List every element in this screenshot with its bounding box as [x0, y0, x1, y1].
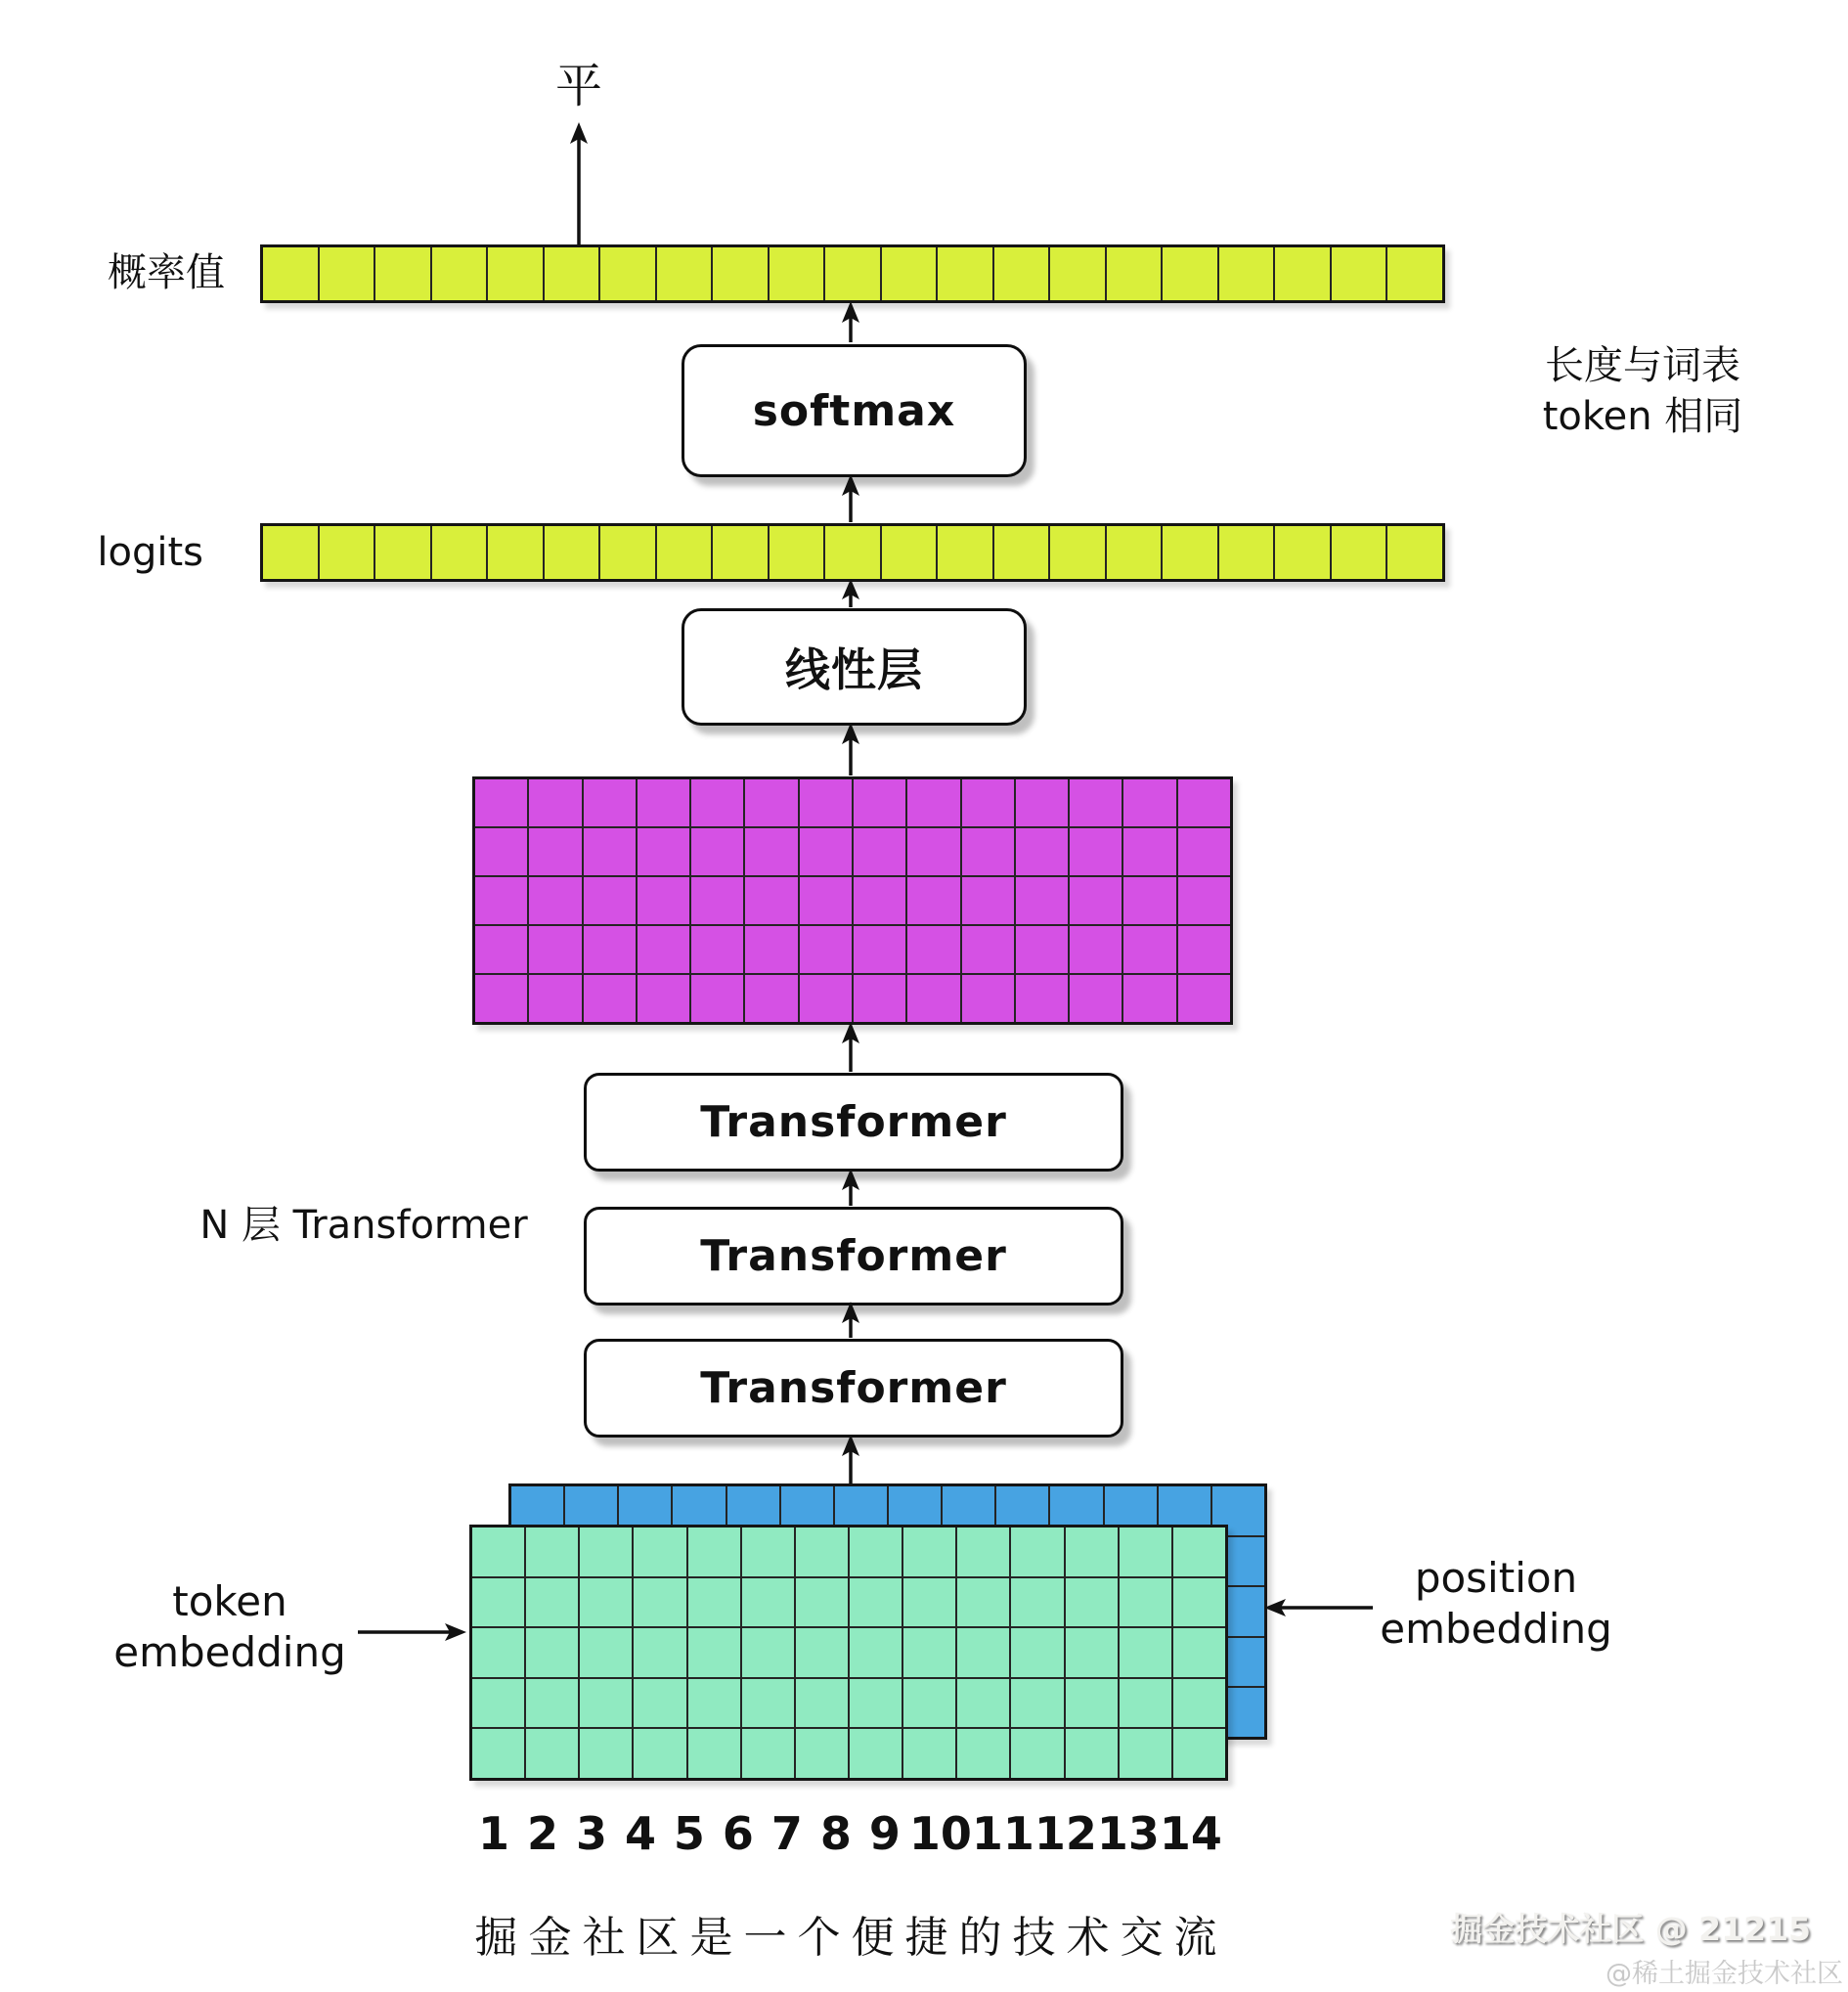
- grid-cell: [745, 877, 797, 924]
- grid-cell: [580, 1679, 632, 1728]
- arrow-t1-to-t2-icon: [837, 1301, 864, 1338]
- grid-cell: [580, 1527, 632, 1576]
- strip-cell: [263, 526, 318, 579]
- token-item: 6: [722, 1807, 754, 1860]
- token-item: 技: [1012, 1913, 1056, 1963]
- grid-cell: [903, 1527, 955, 1576]
- grid-cell: [1120, 1679, 1171, 1728]
- note-vocab-length: [1496, 340, 1789, 442]
- grid-cell: [1173, 1578, 1225, 1627]
- grid-cell: [691, 975, 743, 1022]
- grid-cell: [907, 975, 959, 1022]
- strip-cell: [1050, 526, 1105, 579]
- position-embedding-label-line1: position: [1414, 1554, 1578, 1602]
- grid-cell: [1123, 828, 1175, 875]
- strip-cell: [882, 526, 937, 579]
- grid-cell: [850, 1527, 902, 1576]
- strip-cell: [713, 526, 768, 579]
- grid-cell: [957, 1628, 1009, 1677]
- grid-cell: [962, 828, 1014, 875]
- grid-cell: [957, 1729, 1009, 1778]
- token-item: 10: [908, 1807, 972, 1860]
- grid-cell: [854, 926, 905, 973]
- arrow-token-embedding-icon: [358, 1619, 467, 1645]
- grid-cell: [584, 975, 636, 1022]
- strip-cell: [545, 526, 599, 579]
- strip-cell: [1275, 247, 1330, 300]
- grid-cell: [1016, 975, 1068, 1022]
- grid-cell: [1173, 1527, 1225, 1576]
- transformer-box-2: Transformer: [584, 1207, 1123, 1306]
- strip-cell: [1275, 526, 1330, 579]
- token-item: 8: [819, 1807, 852, 1860]
- grid-cell: [745, 975, 797, 1022]
- grid-cell: [962, 926, 1014, 973]
- strip-cell: [320, 247, 374, 300]
- grid-cell: [634, 1628, 685, 1677]
- token-item: 区: [636, 1913, 680, 1963]
- strip-cell: [320, 526, 374, 579]
- grid-cell: [688, 1628, 740, 1677]
- grid-cell: [1011, 1679, 1063, 1728]
- grid-cell: [742, 1527, 794, 1576]
- token-item: 个: [797, 1913, 841, 1963]
- token-embedding-label: [93, 1576, 367, 1678]
- input-position-numbers: [469, 1807, 1222, 1860]
- grid-cell: [850, 1679, 902, 1728]
- grid-cell: [688, 1578, 740, 1627]
- grid-cell: [1178, 877, 1230, 924]
- n-layers-label: N 层 Transformer: [199, 1203, 528, 1248]
- grid-cell: [903, 1628, 955, 1677]
- grid-cell: [1066, 1527, 1118, 1576]
- grid-cell: [472, 1578, 524, 1627]
- grid-cell: [850, 1729, 902, 1778]
- strip-cell: [825, 526, 880, 579]
- grid-cell: [800, 926, 852, 973]
- grid-cell: [1173, 1628, 1225, 1677]
- strip-cell: [713, 247, 768, 300]
- grid-cell: [1178, 779, 1230, 826]
- grid-cell: [529, 926, 581, 973]
- grid-cell: [962, 779, 1014, 826]
- arrow-hidden-to-linear-icon: [837, 722, 864, 775]
- grid-cell: [1070, 828, 1122, 875]
- grid-cell: [800, 779, 852, 826]
- grid-cell: [1070, 877, 1122, 924]
- grid-cell: [529, 828, 581, 875]
- grid-cell: [475, 975, 527, 1022]
- grid-cell: [526, 1628, 578, 1677]
- grid-cell: [1123, 779, 1175, 826]
- grid-cell: [1123, 926, 1175, 973]
- grid-cell: [1178, 975, 1230, 1022]
- token-item: 1: [477, 1807, 509, 1860]
- grid-cell: [688, 1527, 740, 1576]
- token-item: 7: [770, 1807, 803, 1860]
- grid-cell: [526, 1679, 578, 1728]
- token-item: 是: [689, 1913, 733, 1963]
- grid-cell: [638, 926, 689, 973]
- grid-cell: [634, 1527, 685, 1576]
- token-item: 流: [1173, 1913, 1217, 1963]
- prob-strip-label: 概率值: [108, 250, 225, 295]
- strip-cell: [1163, 247, 1217, 300]
- strip-cell: [1107, 526, 1162, 579]
- strip-cell: [1219, 247, 1274, 300]
- token-item: 术: [1066, 1913, 1110, 1963]
- strip-cell: [1163, 526, 1217, 579]
- grid-cell: [800, 877, 852, 924]
- grid-cell: [638, 779, 689, 826]
- token-item: 捷: [904, 1913, 948, 1963]
- strip-cell: [1387, 526, 1442, 579]
- grid-cell: [580, 1729, 632, 1778]
- hidden-states-grid: [472, 776, 1233, 1025]
- token-item: 金: [528, 1913, 572, 1963]
- grid-cell: [526, 1729, 578, 1778]
- strip-cell: [770, 247, 824, 300]
- grid-cell: [1123, 975, 1175, 1022]
- strip-cell: [600, 247, 655, 300]
- grid-cell: [1070, 926, 1122, 973]
- grid-cell: [1011, 1578, 1063, 1627]
- strip-cell: [432, 526, 487, 579]
- strip-cell: [994, 526, 1049, 579]
- grid-cell: [688, 1729, 740, 1778]
- grid-cell: [475, 828, 527, 875]
- arrow-logits-to-softmax-icon: [837, 473, 864, 522]
- watermark-primary: 掘金技术社区 @ 21215: [1450, 1910, 1811, 1948]
- strip-cell: [263, 247, 318, 300]
- grid-cell: [691, 779, 743, 826]
- arrow-probs-to-output-icon: [565, 121, 593, 244]
- strip-cell: [600, 526, 655, 579]
- token-item: 交: [1120, 1913, 1164, 1963]
- grid-cell: [1011, 1527, 1063, 1576]
- linear-layer-box: 线性层: [682, 608, 1027, 726]
- grid-cell: [742, 1729, 794, 1778]
- grid-cell: [1066, 1679, 1118, 1728]
- grid-cell: [745, 926, 797, 973]
- grid-cell: [529, 975, 581, 1022]
- probability-strip: [260, 244, 1445, 303]
- grid-cell: [854, 828, 905, 875]
- strip-cell: [1050, 247, 1105, 300]
- grid-cell: [472, 1628, 524, 1677]
- watermark-secondary: @稀土掘金技术社区: [1606, 1959, 1843, 1989]
- strip-cell: [1387, 247, 1442, 300]
- grid-cell: [850, 1628, 902, 1677]
- strip-cell: [432, 247, 487, 300]
- arrow-linear-to-logits-icon: [837, 578, 864, 607]
- grid-cell: [691, 877, 743, 924]
- grid-cell: [796, 1679, 848, 1728]
- token-item: 9: [868, 1807, 901, 1860]
- grid-cell: [907, 779, 959, 826]
- grid-cell: [634, 1679, 685, 1728]
- token-item: 2: [526, 1807, 558, 1860]
- grid-cell: [472, 1527, 524, 1576]
- grid-cell: [1070, 779, 1122, 826]
- grid-cell: [1011, 1729, 1063, 1778]
- grid-cell: [796, 1628, 848, 1677]
- grid-cell: [962, 975, 1014, 1022]
- transformer-box-3: Transformer: [584, 1073, 1123, 1172]
- grid-cell: [1066, 1729, 1118, 1778]
- token-item: 11: [971, 1807, 1034, 1860]
- grid-cell: [1016, 926, 1068, 973]
- predicted-token: 平: [554, 59, 602, 113]
- grid-cell: [584, 828, 636, 875]
- grid-cell: [1120, 1578, 1171, 1627]
- strip-cell: [825, 247, 880, 300]
- grid-cell: [903, 1679, 955, 1728]
- grid-cell: [1173, 1679, 1225, 1728]
- grid-cell: [745, 828, 797, 875]
- token-item: 13: [1096, 1807, 1160, 1860]
- token-item: 5: [673, 1807, 705, 1860]
- logits-strip: [260, 523, 1445, 582]
- input-token-characters: [469, 1902, 1222, 1965]
- grid-cell: [800, 975, 852, 1022]
- strip-cell: [994, 247, 1049, 300]
- token-item: 的: [958, 1913, 1002, 1963]
- grid-cell: [529, 779, 581, 826]
- grid-cell: [907, 877, 959, 924]
- grid-cell: [1178, 828, 1230, 875]
- grid-cell: [1123, 877, 1175, 924]
- grid-cell: [907, 926, 959, 973]
- grid-cell: [742, 1679, 794, 1728]
- grid-cell: [1016, 779, 1068, 826]
- strip-cell: [1332, 247, 1386, 300]
- token-item: 14: [1159, 1807, 1222, 1860]
- grid-cell: [584, 926, 636, 973]
- token-embedding-label-line1: token: [172, 1577, 287, 1625]
- grid-cell: [475, 779, 527, 826]
- token-item: 3: [575, 1807, 607, 1860]
- grid-cell: [796, 1578, 848, 1627]
- grid-cell: [800, 828, 852, 875]
- grid-cell: [584, 779, 636, 826]
- grid-cell: [638, 877, 689, 924]
- strip-cell: [375, 247, 430, 300]
- grid-cell: [1016, 828, 1068, 875]
- grid-cell: [1011, 1628, 1063, 1677]
- grid-cell: [957, 1578, 1009, 1627]
- grid-cell: [472, 1679, 524, 1728]
- grid-cell: [1016, 877, 1068, 924]
- grid-cell: [472, 1729, 524, 1778]
- grid-cell: [634, 1729, 685, 1778]
- grid-cell: [634, 1578, 685, 1627]
- strip-cell: [1332, 526, 1386, 579]
- grid-cell: [526, 1527, 578, 1576]
- grid-cell: [691, 926, 743, 973]
- grid-cell: [638, 828, 689, 875]
- grid-cell: [742, 1628, 794, 1677]
- strip-cell: [488, 247, 543, 300]
- strip-cell: [938, 247, 992, 300]
- token-embedding-label-line2: embedding: [113, 1628, 346, 1676]
- arrow-embedding-to-transformer-icon: [837, 1434, 864, 1483]
- grid-cell: [1066, 1578, 1118, 1627]
- position-embedding-label-line2: embedding: [1380, 1605, 1612, 1653]
- note-line2: token 相同: [1542, 394, 1743, 439]
- token-item: 便: [851, 1913, 895, 1963]
- grid-cell: [580, 1628, 632, 1677]
- arrow-t2-to-t3-icon: [837, 1168, 864, 1206]
- strip-cell: [545, 247, 599, 300]
- token-embedding-grid: [469, 1525, 1228, 1781]
- strip-cell: [657, 526, 712, 579]
- grid-cell: [529, 877, 581, 924]
- grid-cell: [854, 975, 905, 1022]
- grid-cell: [1120, 1729, 1171, 1778]
- token-item: 4: [624, 1807, 656, 1860]
- logits-label: logits: [97, 530, 203, 575]
- softmax-box: softmax: [682, 344, 1027, 477]
- grid-cell: [854, 877, 905, 924]
- grid-cell: [907, 828, 959, 875]
- grid-cell: [688, 1679, 740, 1728]
- strip-cell: [375, 526, 430, 579]
- strip-cell: [1107, 247, 1162, 300]
- grid-cell: [1070, 975, 1122, 1022]
- position-embedding-label: [1359, 1553, 1633, 1655]
- transformer-box-1: Transformer: [584, 1339, 1123, 1438]
- grid-cell: [854, 779, 905, 826]
- grid-cell: [957, 1527, 1009, 1576]
- grid-cell: [796, 1527, 848, 1576]
- strip-cell: [1219, 526, 1274, 579]
- grid-cell: [580, 1578, 632, 1627]
- token-item: 社: [582, 1913, 626, 1963]
- grid-cell: [957, 1679, 1009, 1728]
- grid-cell: [962, 877, 1014, 924]
- strip-cell: [938, 526, 992, 579]
- grid-cell: [638, 975, 689, 1022]
- strip-cell: [770, 526, 824, 579]
- grid-cell: [584, 877, 636, 924]
- grid-cell: [850, 1578, 902, 1627]
- arrow-position-embedding-icon: [1263, 1595, 1373, 1620]
- grid-cell: [742, 1578, 794, 1627]
- grid-cell: [475, 926, 527, 973]
- grid-cell: [691, 828, 743, 875]
- token-item: 12: [1034, 1807, 1097, 1860]
- arrow-softmax-to-probs-icon: [837, 300, 864, 342]
- grid-cell: [475, 877, 527, 924]
- grid-cell: [1178, 926, 1230, 973]
- token-item: 掘: [474, 1913, 518, 1963]
- strip-cell: [657, 247, 712, 300]
- grid-cell: [1173, 1729, 1225, 1778]
- strip-cell: [488, 526, 543, 579]
- grid-cell: [745, 779, 797, 826]
- grid-cell: [796, 1729, 848, 1778]
- arrow-transformer-to-hidden-icon: [837, 1021, 864, 1072]
- strip-cell: [882, 247, 937, 300]
- grid-cell: [1120, 1527, 1171, 1576]
- note-line1: 长度与词表: [1545, 343, 1740, 388]
- grid-cell: [903, 1729, 955, 1778]
- grid-cell: [1066, 1628, 1118, 1677]
- token-item: 一: [743, 1913, 787, 1963]
- grid-cell: [526, 1578, 578, 1627]
- grid-cell: [1120, 1628, 1171, 1677]
- grid-cell: [903, 1578, 955, 1627]
